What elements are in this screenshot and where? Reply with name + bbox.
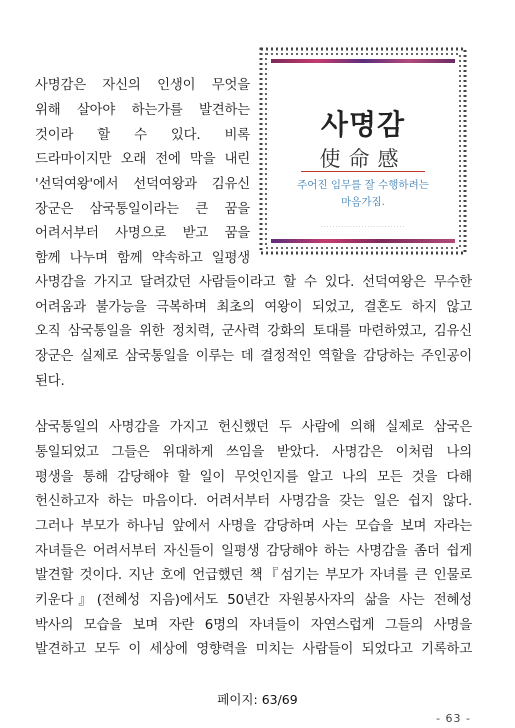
definition-line: 마음가짐. xyxy=(341,196,385,208)
text-line: 박사의 모습을 보며 자란 6명의 자녀들이 자연스럽게 그들의 사명을 xyxy=(35,618,472,633)
text-line: 위해 살아야 하는가를 발견하는 xyxy=(35,103,250,118)
sa-myeong-gam-image xyxy=(257,45,469,257)
text-line: 헌신하고자 하는 마음이다. 어려서부터 사명감을 갖는 일은 쉽지 않다. xyxy=(35,494,472,509)
image-watermark: ····························· xyxy=(320,224,406,231)
definition-line: 주어진 임무를 잘 수행하려는 xyxy=(297,179,429,191)
image-inner-panel xyxy=(271,59,455,243)
text-line: 장군은 삼국통일이라는 큰 꿈을 xyxy=(35,202,250,217)
text-line: 오직 삼국통일을 위한 정치력, 군사력 강화의 토대를 마련하였고, 김유신 xyxy=(35,324,472,339)
image-hanja: 使命感 xyxy=(319,147,407,171)
text-line: 통일되었고 그들은 위대하게 쓰임을 받았다. 사명감은 이처럼 나의 xyxy=(35,445,472,460)
text-line: 사명감을 가지고 달려갔던 사람들이라고 할 수 있다. 선덕여왕은 무수한 xyxy=(35,275,472,290)
text-line: '선덕여왕'에서 선덕여왕과 김유신 xyxy=(35,177,250,192)
text-line: 드라마이지만 오래 전에 막을 내린 xyxy=(35,152,250,167)
text-line: 함께 나누며 함께 약속하고 일평생 xyxy=(35,251,250,266)
decorative-top-stripe xyxy=(271,59,455,63)
text-line: 평생을 통해 감당해야 할 일이 무엇인지를 알고 나의 모든 것을 다해 xyxy=(35,470,472,485)
image-title: 사명감 xyxy=(320,108,406,141)
text-line: 어려서부터 사명으로 받고 꿈을 xyxy=(35,226,250,241)
text-line: 어려움과 불가능을 극복하며 최초의 여왕이 되었고, 결혼도 하지 않고 xyxy=(35,300,472,315)
text-line: 자녀들은 어려서부터 자신들이 일평생 감당해야 하는 사명감을 좀더 쉽게 xyxy=(35,544,472,559)
text-line: 된다. xyxy=(35,374,65,389)
page-footer: 페이지: 63/69 xyxy=(217,692,298,707)
image-definition xyxy=(271,177,455,211)
text-line: 발견하고 모두 이 세상에 영향력을 미치는 사람들이 되었다고 기록하고 xyxy=(35,642,472,657)
text-line: 사명감은 자신의 인생이 무엇을 xyxy=(35,78,250,93)
text-line: 발견할 것이다. 지난 호에 언급했던 책『섬기는 부모가 자녀를 큰 인물로 xyxy=(35,568,472,583)
page-number: - 63 - xyxy=(436,712,471,725)
text-line: 것이라 할 수 있다. 비록 xyxy=(35,128,250,143)
text-line: 키운다』(전혜성 지음)에서도 50년간 자원봉사자의 삶을 사는 전혜성 xyxy=(35,593,472,608)
image-divider xyxy=(301,171,425,172)
text-line: 그러나 부모가 하나님 앞에서 사명을 감당하며 사는 모습을 보며 자라는 xyxy=(35,519,472,534)
text-line: 장군은 실제로 삼국통일을 이루는 데 결정적인 역할을 감당하는 주인공이 xyxy=(35,349,472,364)
text-line: 삼국통일의 사명감을 가지고 헌신했던 두 사람에 의해 실제로 삼국은 xyxy=(35,420,472,435)
decorative-bottom-stripe xyxy=(271,239,455,243)
